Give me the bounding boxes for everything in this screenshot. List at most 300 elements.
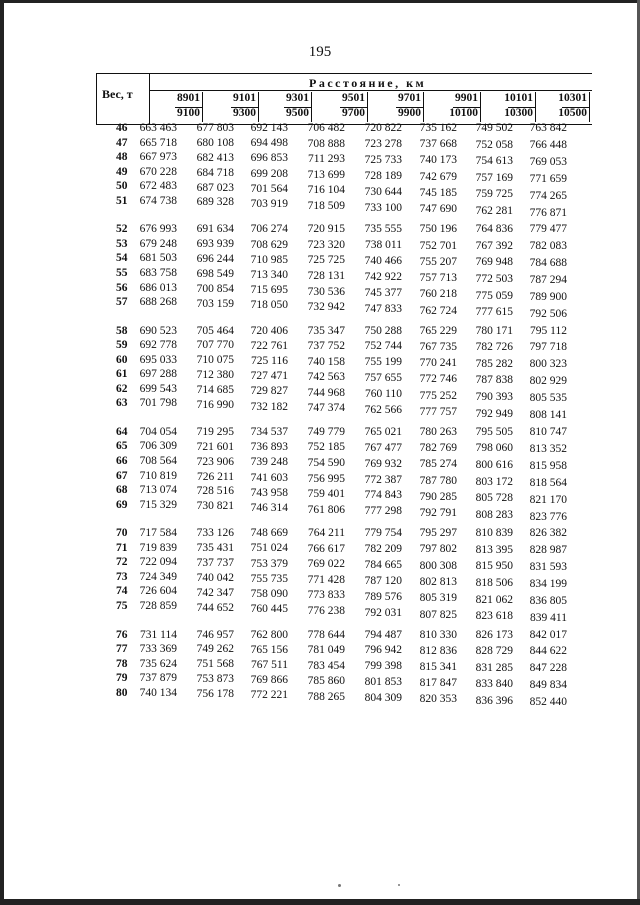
range-from: 10101 xyxy=(504,92,533,104)
weight-cell: 79 xyxy=(116,672,128,685)
value-cell: 733 126 xyxy=(196,527,234,540)
value-cell: 810 747 xyxy=(529,425,567,438)
value-cell: 743 958 xyxy=(250,486,288,499)
value-cell: 697 288 xyxy=(139,368,177,381)
value-cell: 707 770 xyxy=(196,339,234,352)
value-cell: 754 590 xyxy=(307,457,345,469)
table-row xyxy=(0,122,640,136)
weight-cell: 71 xyxy=(116,541,128,554)
value-cell: 852 440 xyxy=(529,696,567,709)
value-cell: 766 448 xyxy=(529,138,567,151)
value-cell: 767 392 xyxy=(475,239,513,252)
value-cell: 787 780 xyxy=(419,474,457,487)
value-cell: 839 411 xyxy=(530,611,567,624)
distance-range-header xyxy=(429,92,481,124)
value-cell: 713 699 xyxy=(307,168,345,181)
value-cell: 790 285 xyxy=(419,490,457,503)
value-cell: 815 341 xyxy=(419,660,457,673)
value-cell: 766 617 xyxy=(307,542,345,555)
value-cell: 836 396 xyxy=(475,694,513,707)
value-cell: 665 718 xyxy=(139,136,177,149)
range-underline xyxy=(453,107,481,108)
value-cell: 785 860 xyxy=(307,675,345,688)
table-row xyxy=(0,657,640,675)
value-cell: 761 806 xyxy=(307,503,345,516)
value-cell: 692 778 xyxy=(139,339,177,352)
value-cell: 805 728 xyxy=(475,492,513,505)
value-cell: 797 802 xyxy=(419,543,457,556)
distance-range-header xyxy=(316,92,368,124)
weight-cell: 46 xyxy=(116,122,128,134)
value-cell: 724 349 xyxy=(139,570,177,583)
value-cell: 801 853 xyxy=(364,676,402,689)
range-to: 9500 xyxy=(286,107,309,119)
value-cell: 700 854 xyxy=(196,282,234,295)
range-underline xyxy=(396,107,424,108)
value-cell: 732 182 xyxy=(250,400,288,413)
value-cell: 792 949 xyxy=(475,407,513,420)
table-row xyxy=(0,527,640,541)
value-cell: 818 506 xyxy=(475,576,513,589)
table-row xyxy=(0,368,640,388)
value-cell: 739 248 xyxy=(250,456,288,469)
value-cell: 820 353 xyxy=(419,693,457,706)
value-cell: 834 199 xyxy=(529,577,567,590)
value-cell: 759 401 xyxy=(307,488,345,501)
value-cell: 722 761 xyxy=(250,339,288,352)
value-cell: 705 464 xyxy=(196,324,234,337)
table-row xyxy=(0,440,640,454)
value-cell: 784 688 xyxy=(529,257,567,270)
value-cell: 712 380 xyxy=(196,369,234,382)
value-cell: 823 776 xyxy=(529,510,567,523)
range-from: 9901 xyxy=(455,92,478,104)
weight-cell: 68 xyxy=(116,484,128,497)
range-underline xyxy=(508,107,536,108)
header-left-rule xyxy=(96,73,97,124)
value-cell: 752 185 xyxy=(307,441,345,454)
distance-range-header xyxy=(538,92,590,124)
weight-cell: 64 xyxy=(116,425,128,438)
value-cell: 779 477 xyxy=(529,223,567,236)
value-cell: 755 199 xyxy=(364,356,402,369)
value-cell: 699 543 xyxy=(139,382,177,395)
value-cell: 789 900 xyxy=(529,291,567,303)
value-cell: 770 241 xyxy=(419,357,457,370)
value-cell: 718 050 xyxy=(250,299,288,312)
value-cell: 792 031 xyxy=(364,606,402,619)
value-cell: 777 615 xyxy=(475,306,513,319)
value-cell: 792 791 xyxy=(419,507,457,520)
value-cell: 807 825 xyxy=(419,608,457,621)
table-row xyxy=(0,643,640,657)
value-cell: 821 062 xyxy=(475,593,513,606)
value-cell: 767 477 xyxy=(364,441,402,454)
value-cell: 794 487 xyxy=(364,628,402,641)
weight-cell: 66 xyxy=(116,455,128,467)
value-cell: 725 733 xyxy=(364,153,402,166)
value-cell: 762 800 xyxy=(250,628,288,641)
value-cell: 742 563 xyxy=(307,371,345,384)
value-cell: 689 328 xyxy=(196,196,234,209)
value-cell: 733 100 xyxy=(364,201,402,214)
value-cell: 708 629 xyxy=(250,238,288,251)
value-cell: 773 833 xyxy=(307,589,345,602)
value-cell: 772 221 xyxy=(250,689,288,702)
table-row xyxy=(0,600,640,624)
weight-cell: 56 xyxy=(116,281,128,294)
value-cell: 696 853 xyxy=(250,152,288,165)
value-cell: 723 320 xyxy=(307,238,345,251)
value-cell: 758 090 xyxy=(250,588,288,601)
value-cell: 699 208 xyxy=(250,167,288,180)
value-cell: 730 821 xyxy=(196,500,234,513)
value-cell: 701 564 xyxy=(250,182,288,195)
value-cell: 805 319 xyxy=(419,592,457,605)
value-cell: 726 211 xyxy=(197,470,234,483)
value-cell: 756 178 xyxy=(196,688,234,701)
value-cell: 735 624 xyxy=(139,657,177,670)
value-cell: 762 566 xyxy=(364,404,402,417)
value-cell: 823 618 xyxy=(475,610,513,623)
value-cell: 670 228 xyxy=(139,165,177,178)
value-cell: 737 737 xyxy=(196,556,234,569)
value-cell: 789 576 xyxy=(364,590,402,603)
table-row xyxy=(0,325,640,339)
value-cell: 749 779 xyxy=(307,425,345,438)
value-cell: 815 958 xyxy=(529,459,567,472)
value-cell: 778 644 xyxy=(307,628,345,641)
value-cell: 775 252 xyxy=(419,389,457,402)
table-row xyxy=(0,570,640,590)
value-cell: 784 665 xyxy=(364,558,402,571)
weight-cell: 60 xyxy=(116,353,128,366)
distance-range-header xyxy=(260,92,312,124)
table-row xyxy=(0,137,640,151)
value-cell: 737 668 xyxy=(419,138,457,151)
value-cell: 715 329 xyxy=(139,498,177,511)
distance-range-header xyxy=(207,92,259,124)
table-row xyxy=(0,238,640,252)
value-cell: 694 498 xyxy=(250,137,288,150)
value-cell: 691 634 xyxy=(196,223,234,236)
value-cell: 817 847 xyxy=(419,677,457,690)
value-cell: 782 209 xyxy=(364,543,402,556)
table-row xyxy=(0,223,640,237)
value-cell: 742 922 xyxy=(364,271,402,284)
value-cell: 760 445 xyxy=(250,603,288,616)
value-cell: 710 819 xyxy=(139,469,177,482)
value-cell: 729 827 xyxy=(250,385,288,398)
value-cell: 785 274 xyxy=(419,458,457,471)
value-cell: 810 839 xyxy=(475,527,513,540)
table-row xyxy=(0,339,640,353)
value-cell: 757 655 xyxy=(364,372,402,385)
value-cell: 736 893 xyxy=(250,441,288,454)
value-cell: 732 942 xyxy=(307,301,345,314)
value-cell: 715 695 xyxy=(250,284,288,297)
value-cell: 718 509 xyxy=(307,199,345,212)
value-cell: 687 023 xyxy=(196,181,234,194)
table-row xyxy=(0,629,640,643)
value-cell: 735 347 xyxy=(307,324,345,337)
value-cell: 772 746 xyxy=(419,373,457,386)
value-cell: 692 143 xyxy=(250,122,288,134)
value-cell: 713 074 xyxy=(139,484,177,497)
weight-cell: 61 xyxy=(116,368,128,381)
range-to: 9900 xyxy=(398,107,421,119)
value-cell: 847 228 xyxy=(529,662,567,675)
value-cell: 716 990 xyxy=(196,399,234,412)
value-cell: 831 593 xyxy=(529,561,567,574)
value-cell: 720 406 xyxy=(250,324,288,337)
table-row xyxy=(0,267,640,287)
weight-cell: 75 xyxy=(116,600,128,612)
value-cell: 680 108 xyxy=(196,136,234,149)
weight-cell: 76 xyxy=(116,628,128,641)
value-cell: 735 431 xyxy=(196,542,234,555)
value-cell: 747 833 xyxy=(364,302,402,315)
value-cell: 771 659 xyxy=(529,172,567,185)
value-cell: 803 172 xyxy=(475,475,513,488)
value-cell: 750 288 xyxy=(364,324,402,337)
value-cell: 713 340 xyxy=(250,269,288,281)
scan-edge-top xyxy=(0,0,640,3)
value-cell: 764 211 xyxy=(308,527,345,540)
value-cell: 780 263 xyxy=(419,425,457,438)
value-cell: 826 173 xyxy=(475,628,513,641)
value-cell: 755 207 xyxy=(419,255,457,268)
value-cell: 684 718 xyxy=(196,166,234,179)
table-row xyxy=(0,686,640,709)
value-cell: 805 535 xyxy=(529,392,567,405)
table-row xyxy=(0,397,640,422)
value-cell: 788 265 xyxy=(307,690,345,703)
table-row xyxy=(0,353,640,371)
weight-cell: 67 xyxy=(116,469,128,482)
weight-cell: 74 xyxy=(116,585,128,598)
value-cell: 681 503 xyxy=(139,252,177,265)
range-underline xyxy=(175,107,203,108)
value-cell: 717 584 xyxy=(139,527,177,540)
value-cell: 677 803 xyxy=(196,122,234,134)
value-cell: 776 871 xyxy=(529,206,567,219)
table-row xyxy=(0,672,640,692)
weight-cell: 69 xyxy=(116,498,128,511)
value-cell: 787 294 xyxy=(529,274,567,287)
value-cell: 731 114 xyxy=(140,628,177,641)
weight-cell: 48 xyxy=(116,151,128,164)
value-cell: 740 173 xyxy=(419,154,457,167)
value-cell: 720 822 xyxy=(364,122,402,134)
value-cell: 734 537 xyxy=(250,425,288,438)
range-to: 9100 xyxy=(177,107,200,119)
value-cell: 746 314 xyxy=(250,502,288,515)
distance-range-header xyxy=(484,92,536,124)
value-cell: 828 729 xyxy=(475,645,513,657)
value-cell: 703 159 xyxy=(196,297,234,310)
weight-cell: 57 xyxy=(116,296,128,309)
value-cell: 740 134 xyxy=(139,686,177,699)
value-cell: 716 104 xyxy=(307,184,345,197)
value-cell: 810 330 xyxy=(419,628,457,641)
value-cell: 777 757 xyxy=(419,405,457,418)
value-cell: 725 725 xyxy=(307,254,345,267)
table-row xyxy=(0,469,640,489)
value-cell: 783 454 xyxy=(307,659,345,672)
value-cell: 779 754 xyxy=(364,527,402,540)
weight-cell: 53 xyxy=(116,237,128,250)
value-cell: 751 568 xyxy=(196,658,234,671)
value-cell: 767 511 xyxy=(251,658,288,671)
weight-cell: 55 xyxy=(116,267,128,279)
value-cell: 710 985 xyxy=(250,253,288,266)
value-cell: 749 262 xyxy=(196,643,234,656)
value-cell: 815 950 xyxy=(475,560,513,573)
value-cell: 760 218 xyxy=(419,288,457,301)
value-cell: 769 948 xyxy=(475,256,513,269)
weight-cell: 47 xyxy=(116,136,128,149)
distance-range-header xyxy=(372,92,424,124)
value-cell: 775 059 xyxy=(475,289,513,302)
value-cell: 765 021 xyxy=(364,425,402,438)
value-cell: 733 369 xyxy=(139,643,177,655)
value-cell: 746 957 xyxy=(196,628,234,641)
weight-cell: 63 xyxy=(116,397,128,410)
value-cell: 792 506 xyxy=(529,307,567,320)
value-cell: 757 713 xyxy=(419,272,457,285)
range-from: 9301 xyxy=(286,92,309,104)
value-cell: 723 906 xyxy=(196,455,234,468)
value-cell: 722 094 xyxy=(139,556,177,569)
value-cell: 771 428 xyxy=(307,573,345,586)
value-cell: 682 413 xyxy=(196,151,234,164)
value-cell: 720 915 xyxy=(307,223,345,236)
value-cell: 795 112 xyxy=(530,324,567,337)
value-cell: 755 735 xyxy=(250,572,288,585)
range-underline xyxy=(340,107,368,108)
value-cell: 683 758 xyxy=(139,267,177,279)
value-cell: 726 604 xyxy=(139,585,177,598)
value-cell: 781 049 xyxy=(307,644,345,656)
value-cell: 842 017 xyxy=(529,628,567,641)
value-cell: 849 834 xyxy=(529,679,567,692)
value-cell: 818 564 xyxy=(529,476,567,489)
value-cell: 780 171 xyxy=(475,324,513,337)
value-cell: 774 265 xyxy=(529,189,567,202)
value-cell: 714 685 xyxy=(196,384,234,397)
range-to: 10100 xyxy=(449,107,478,119)
value-cell: 776 238 xyxy=(307,605,345,618)
value-cell: 728 189 xyxy=(364,169,402,182)
value-cell: 740 158 xyxy=(307,355,345,368)
range-from: 10301 xyxy=(558,92,587,104)
value-cell: 727 471 xyxy=(250,370,288,383)
range-from: 9701 xyxy=(398,92,421,104)
value-cell: 723 278 xyxy=(364,137,402,150)
value-cell: 800 616 xyxy=(475,459,513,472)
value-cell: 808 283 xyxy=(475,508,513,521)
value-cell: 804 309 xyxy=(364,692,402,705)
weight-cell: 70 xyxy=(116,527,128,540)
distance-range-header xyxy=(151,92,203,124)
value-cell: 831 285 xyxy=(475,661,513,674)
value-cell: 740 042 xyxy=(196,571,234,584)
value-cell: 710 075 xyxy=(196,354,234,367)
weight-cell: 51 xyxy=(116,194,128,207)
value-cell: 802 929 xyxy=(529,375,567,388)
value-cell: 772 503 xyxy=(475,273,513,286)
range-from: 9501 xyxy=(342,92,365,104)
value-cell: 782 726 xyxy=(475,341,513,354)
value-cell: 795 297 xyxy=(419,527,457,540)
table-row xyxy=(0,556,640,574)
value-cell: 767 735 xyxy=(419,340,457,353)
value-cell: 795 505 xyxy=(475,425,513,438)
value-cell: 693 939 xyxy=(196,238,234,251)
value-cell: 844 622 xyxy=(529,645,567,658)
value-cell: 744 652 xyxy=(196,601,234,614)
weight-column-header: Вес, т xyxy=(102,87,133,101)
range-underline xyxy=(284,107,312,108)
value-cell: 672 483 xyxy=(139,180,177,193)
value-cell: 674 738 xyxy=(139,194,177,207)
range-to: 9300 xyxy=(233,107,256,119)
value-cell: 749 502 xyxy=(475,122,513,134)
value-cell: 708 564 xyxy=(139,455,177,467)
value-cell: 777 298 xyxy=(364,505,402,518)
value-cell: 679 248 xyxy=(139,237,177,250)
value-cell: 798 060 xyxy=(475,442,513,455)
value-cell: 813 352 xyxy=(529,442,567,455)
weight-cell: 62 xyxy=(116,382,128,395)
value-cell: 719 839 xyxy=(139,541,177,554)
value-cell: 750 196 xyxy=(419,223,457,236)
value-cell: 833 840 xyxy=(475,678,513,691)
table-row xyxy=(0,252,640,270)
value-cell: 686 013 xyxy=(139,281,177,294)
value-cell: 747 374 xyxy=(307,402,345,415)
table-row xyxy=(0,296,640,320)
weight-cell: 78 xyxy=(116,657,128,670)
value-cell: 826 382 xyxy=(529,527,567,540)
weight-cell: 59 xyxy=(116,339,128,352)
value-cell: 790 393 xyxy=(475,390,513,403)
header-weight-separator xyxy=(149,73,150,124)
value-cell: 751 024 xyxy=(250,542,288,555)
value-cell: 752 701 xyxy=(419,239,457,252)
value-cell: 808 141 xyxy=(529,409,567,422)
value-cell: 730 644 xyxy=(364,185,402,198)
value-cell: 754 613 xyxy=(475,155,513,168)
value-cell: 744 968 xyxy=(307,386,345,399)
table-row xyxy=(0,151,640,168)
value-cell: 719 295 xyxy=(196,425,234,438)
value-cell: 753 873 xyxy=(196,673,234,686)
scan-speck xyxy=(398,884,400,886)
value-cell: 769 022 xyxy=(307,558,345,571)
table-row xyxy=(0,542,640,556)
value-cell: 706 309 xyxy=(139,440,177,453)
value-cell: 769 053 xyxy=(529,155,567,168)
value-cell: 701 798 xyxy=(139,397,177,410)
value-cell: 765 156 xyxy=(250,643,288,656)
value-cell: 690 523 xyxy=(139,324,177,337)
weight-cell: 73 xyxy=(116,570,128,583)
value-cell: 760 110 xyxy=(365,388,402,401)
value-cell: 759 725 xyxy=(475,188,513,201)
range-to: 9700 xyxy=(342,107,365,119)
